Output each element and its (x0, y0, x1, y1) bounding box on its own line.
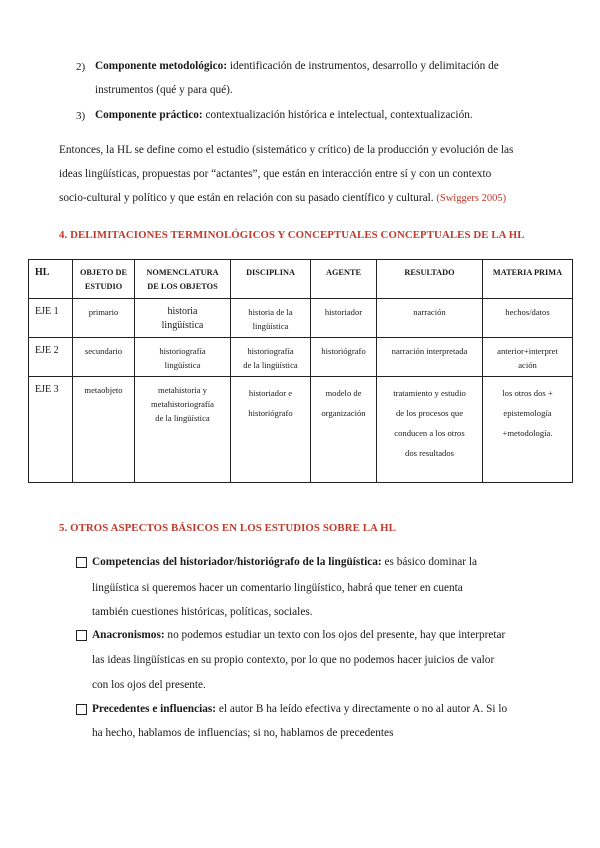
list-item-text: instrumentos (qué y para qué). (95, 84, 233, 96)
table-cell: EJE 3 (29, 377, 73, 483)
list-item-methodological (95, 54, 555, 78)
table-cell: los otros dos + epistemología +metodología. (483, 377, 573, 483)
table-row (29, 377, 573, 483)
table-cell: historiografía de la lingüística (231, 338, 311, 377)
table-row (29, 299, 573, 338)
header-cell: NOMENCLATURA DE LOS OBJETOS (135, 260, 231, 299)
bullet-item-text: con los ojos del presente. (92, 679, 206, 691)
list-item-practical (95, 103, 555, 127)
bullet-item-anacronismos: Anacronismos: no podemos estudiar un texto con los ojos del presente, hay que interpretar (92, 629, 506, 641)
table-cell: EJE 2 (29, 338, 73, 377)
section-heading-5: 5. OTROS ASPECTOS BÁSICOS EN LOS ESTUDIOS SOBRE LA HL (59, 522, 396, 534)
delimitations-table (28, 259, 573, 483)
table-row (29, 338, 573, 377)
list-item-text: contextualización histórica e intelectual, contextualización. (202, 109, 473, 121)
list-item-term: Componente metodológico: (95, 60, 228, 72)
table-cell: modelo de organización (311, 377, 377, 483)
header-cell: DISCIPLINA (231, 260, 311, 299)
header-cell: AGENTE (311, 260, 377, 299)
table-cell: secundario (73, 338, 135, 377)
table-cell: primario (73, 299, 135, 338)
table-cell: narración (377, 299, 483, 338)
bullet-item-text: ha hecho, hablamos de influencias; si no, hablamos de precedentes (92, 727, 394, 739)
table-cell: historiador e historiógrafo (231, 377, 311, 483)
table-cell: hechos/datos (483, 299, 573, 338)
bullet-item-text: también cuestiones históricas, políticas, sociales. (92, 606, 313, 618)
bullet-item-text: las ideas lingüísticas en su propio contexto, por lo que no podemos hacer juicios de valor (92, 654, 495, 666)
checkbox-icon (76, 557, 87, 568)
table-cell: metahistoria y metahistoriografía de la lingüística (135, 377, 231, 483)
citation: (Swiggers 2005) (436, 193, 507, 204)
table-cell: historiador (311, 299, 377, 338)
checkbox-icon (76, 704, 87, 715)
list-number: 3) (76, 110, 86, 122)
bullet-item-competencias: Competencias del historiador/historiógrafo de la lingüística: es básico dominar la (92, 556, 478, 568)
paragraph-line (59, 186, 559, 211)
bullet-item-term: Precedentes e influencias: (92, 703, 217, 715)
checkbox-icon (76, 630, 87, 641)
table-header-row (29, 260, 573, 299)
paragraph-text: socio-cultural y político y que están en relación con su pasado científico y cultural. (59, 192, 437, 204)
list-number: 2) (76, 61, 86, 73)
bullet-item-text: lingüística si queremos hacer un comentario lingüístico, habrá que tener en cuenta (92, 582, 463, 594)
list-item-term: Componente práctico: (95, 109, 203, 121)
header-cell: RESULTADO (377, 260, 483, 299)
table-cell: historia lingüística (135, 299, 231, 338)
section-heading-4: 4. DELIMITACIONES TERMINOLÓGICOS Y CONCEPTUALES CONCEPTUALES DE LA HL (59, 229, 525, 241)
table-cell: EJE 1 (29, 299, 73, 338)
paragraph-line: ideas lingüísticas, propuestas por “actantes”, que están en interacción entre sí y con un contexto (59, 168, 492, 180)
table-cell: historia de la lingüística (231, 299, 311, 338)
table-cell: tratamiento y estudio de los procesos que conducen a los otros dos resultados (377, 377, 483, 483)
list-item-text: identificación de instrumentos, desarrollo y delimitación de (227, 60, 499, 72)
table-cell: metaobjeto (73, 377, 135, 483)
table-cell: narración interpretada (377, 338, 483, 377)
header-cell: HL (29, 260, 73, 299)
bullet-item-term: Competencias del historiador/historiógrafo de la lingüística: (92, 556, 382, 568)
header-cell: OBJETO DE ESTUDIO (73, 260, 135, 299)
paragraph-line: Entonces, la HL se define como el estudio (sistemático y crítico) de la producción y evolución de las (59, 144, 514, 156)
bullet-item-precedentes: Precedentes e influencias: el autor B ha leído efectiva y directamente o no al autor A. Si lo (92, 703, 508, 715)
bullet-item-term: Anacronismos: (92, 629, 165, 641)
table-cell: historiógrafo (311, 338, 377, 377)
table-cell: historiografía lingüística (135, 338, 231, 377)
table-cell: anterior+interpret ación (483, 338, 573, 377)
header-cell: MATERIA PRIMA (483, 260, 573, 299)
